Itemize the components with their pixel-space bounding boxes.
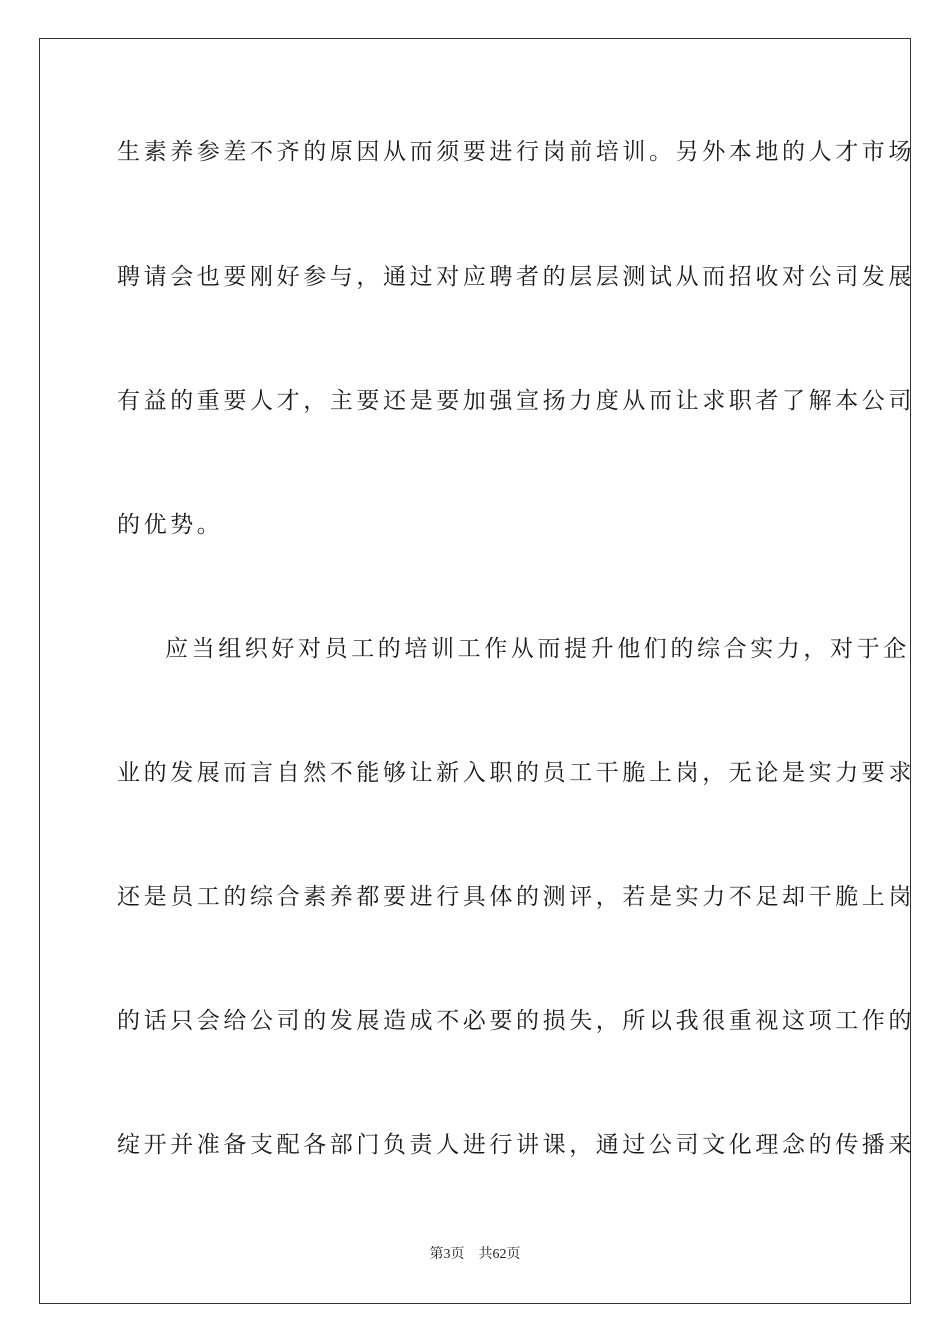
- paragraph-2-line-4: 的话只会给公司的发展造成不必要的损失，所以我很重视这项工作的: [117, 1008, 915, 1034]
- paragraph-1-line-4: 的优势。: [117, 512, 224, 538]
- paragraph-2-line-3: 还是员工的综合素养都要进行具体的测评，若是实力不足却干脆上岗: [117, 884, 915, 910]
- paragraph-2-line-2: 业的发展而言自然不能够让新入职的员工干脆上岗，无论是实力要求: [117, 760, 915, 786]
- paragraph-1-line-2: 聘请会也要刚好参与，通过对应聘者的层层测试从而招收对公司发展: [117, 264, 915, 290]
- paragraph-1-line-1: 生素养参差不齐的原因从而须要进行岗前培训。另外本地的人才市场: [117, 139, 915, 165]
- page-number: 第3页: [429, 1247, 465, 1262]
- page-footer: [0, 1246, 950, 1264]
- page-total: 共62页: [478, 1247, 521, 1262]
- paragraph-2-line-1: 应当组织好对员工的培训工作从而提升他们的综合实力，对于企: [165, 636, 910, 662]
- paragraph-2-line-5: 绽开并准备支配各部门负责人进行讲课，通过公司文化理念的传播来: [117, 1132, 915, 1158]
- page-border: [39, 38, 915, 1304]
- paragraph-1-line-3: 有益的重要人才，主要还是要加强宣扬力度从而让求职者了解本公司: [117, 388, 915, 414]
